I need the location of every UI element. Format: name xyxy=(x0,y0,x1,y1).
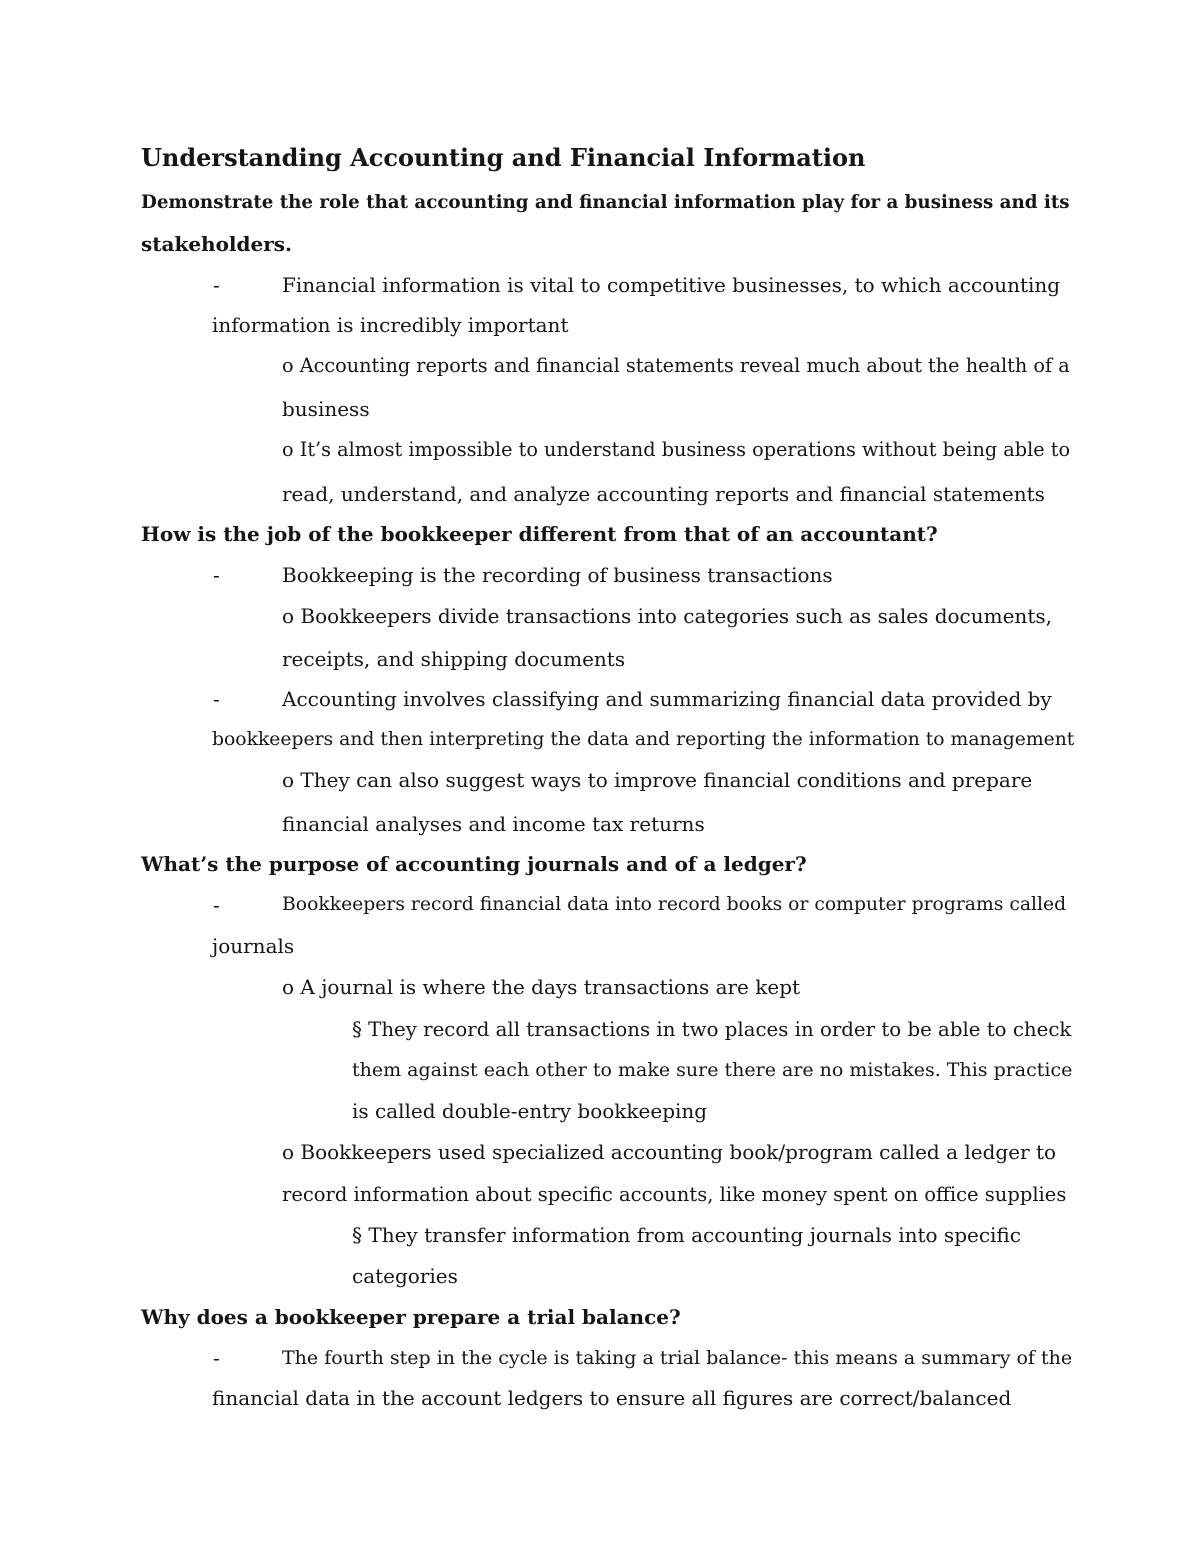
section-2-bullet-2-line-2: bookkeepers and then interpreting the data and reporting the information to management xyxy=(212,729,1075,750)
section-1-sub-1-line-2: business xyxy=(282,397,370,421)
section-3-question: What’s the purpose of accounting journals and of a ledger? xyxy=(141,852,807,876)
section-3-sub-1: o A journal is where the days transactions are kept xyxy=(282,975,801,999)
section-4-bullet-1-line-2: financial data in the account ledgers to ensure all figures are correct/balanced xyxy=(212,1386,1012,1410)
section-3-subsub-1-line-2: them against each other to make sure there are no mistakes. This practice xyxy=(352,1059,1073,1081)
bullet-dash: - xyxy=(213,687,220,711)
section-2-bullet-1: Bookkeeping is the recording of business transactions xyxy=(282,563,833,587)
section-2-sub-1-line-2: receipts, and shipping documents xyxy=(282,647,626,671)
section-3-bullet-1-line-1: Bookkeepers record financial data into record books or computer programs called xyxy=(282,894,1067,915)
section-4-bullet-1-line-1: The fourth step in the cycle is taking a trial balance- this means a summary of the xyxy=(282,1347,1073,1369)
section-2-bullet-2-line-1: Accounting involves classifying and summarizing financial data provided by xyxy=(282,687,1052,711)
section-1-bullet-1-line-2: information is incredibly important xyxy=(212,313,569,337)
section-1-sub-1-line-1: o Accounting reports and financial statements reveal much about the health of a xyxy=(282,354,1070,377)
section-3-subsub-2-line-1: § They transfer information from accounting journals into specific xyxy=(352,1223,1021,1247)
section-1-bullet-1-line-1: Financial information is vital to competitive businesses, to which accounting xyxy=(282,273,1061,297)
section-1-sub-2-line-1: o It’s almost impossible to understand business operations without being able to xyxy=(282,438,1071,461)
section-1-question-line-2: stakeholders. xyxy=(141,232,292,256)
section-2-question: How is the job of the bookkeeper different from that of an accountant? xyxy=(141,522,938,546)
bullet-dash: - xyxy=(213,1346,220,1370)
bullet-dash: - xyxy=(213,563,220,587)
section-3-subsub-2-line-2: categories xyxy=(352,1264,458,1288)
section-3-subsub-1-line-3: is called double-entry bookkeeping xyxy=(352,1099,708,1123)
section-3-sub-2-line-2: record information about specific accounts, like money spent on office supplies xyxy=(282,1183,1067,1206)
bullet-dash: - xyxy=(213,273,220,297)
section-1-question-line-1: Demonstrate the role that accounting and financial information play for a business and its xyxy=(141,192,1070,213)
bullet-dash: - xyxy=(213,893,220,917)
section-3-sub-2-line-1: o Bookkeepers used specialized accounting book/program called a ledger to xyxy=(282,1140,1057,1164)
document-title: Understanding Accounting and Financial Information xyxy=(141,143,866,172)
section-2-sub-2-line-1: o They can also suggest ways to improve financial conditions and prepare xyxy=(282,768,1033,792)
section-4-question: Why does a bookkeeper prepare a trial balance? xyxy=(141,1305,681,1329)
section-3-subsub-1-line-1: § They record all transactions in two places in order to be able to check xyxy=(352,1018,1072,1041)
section-3-bullet-1-line-2: journals xyxy=(212,934,295,958)
section-2-sub-1-line-1: o Bookkeepers divide transactions into categories such as sales documents, xyxy=(282,604,1052,628)
section-1-sub-2-line-2: read, understand, and analyze accounting reports and financial statements xyxy=(282,482,1045,506)
section-2-sub-2-line-2: financial analyses and income tax returns xyxy=(282,812,705,836)
